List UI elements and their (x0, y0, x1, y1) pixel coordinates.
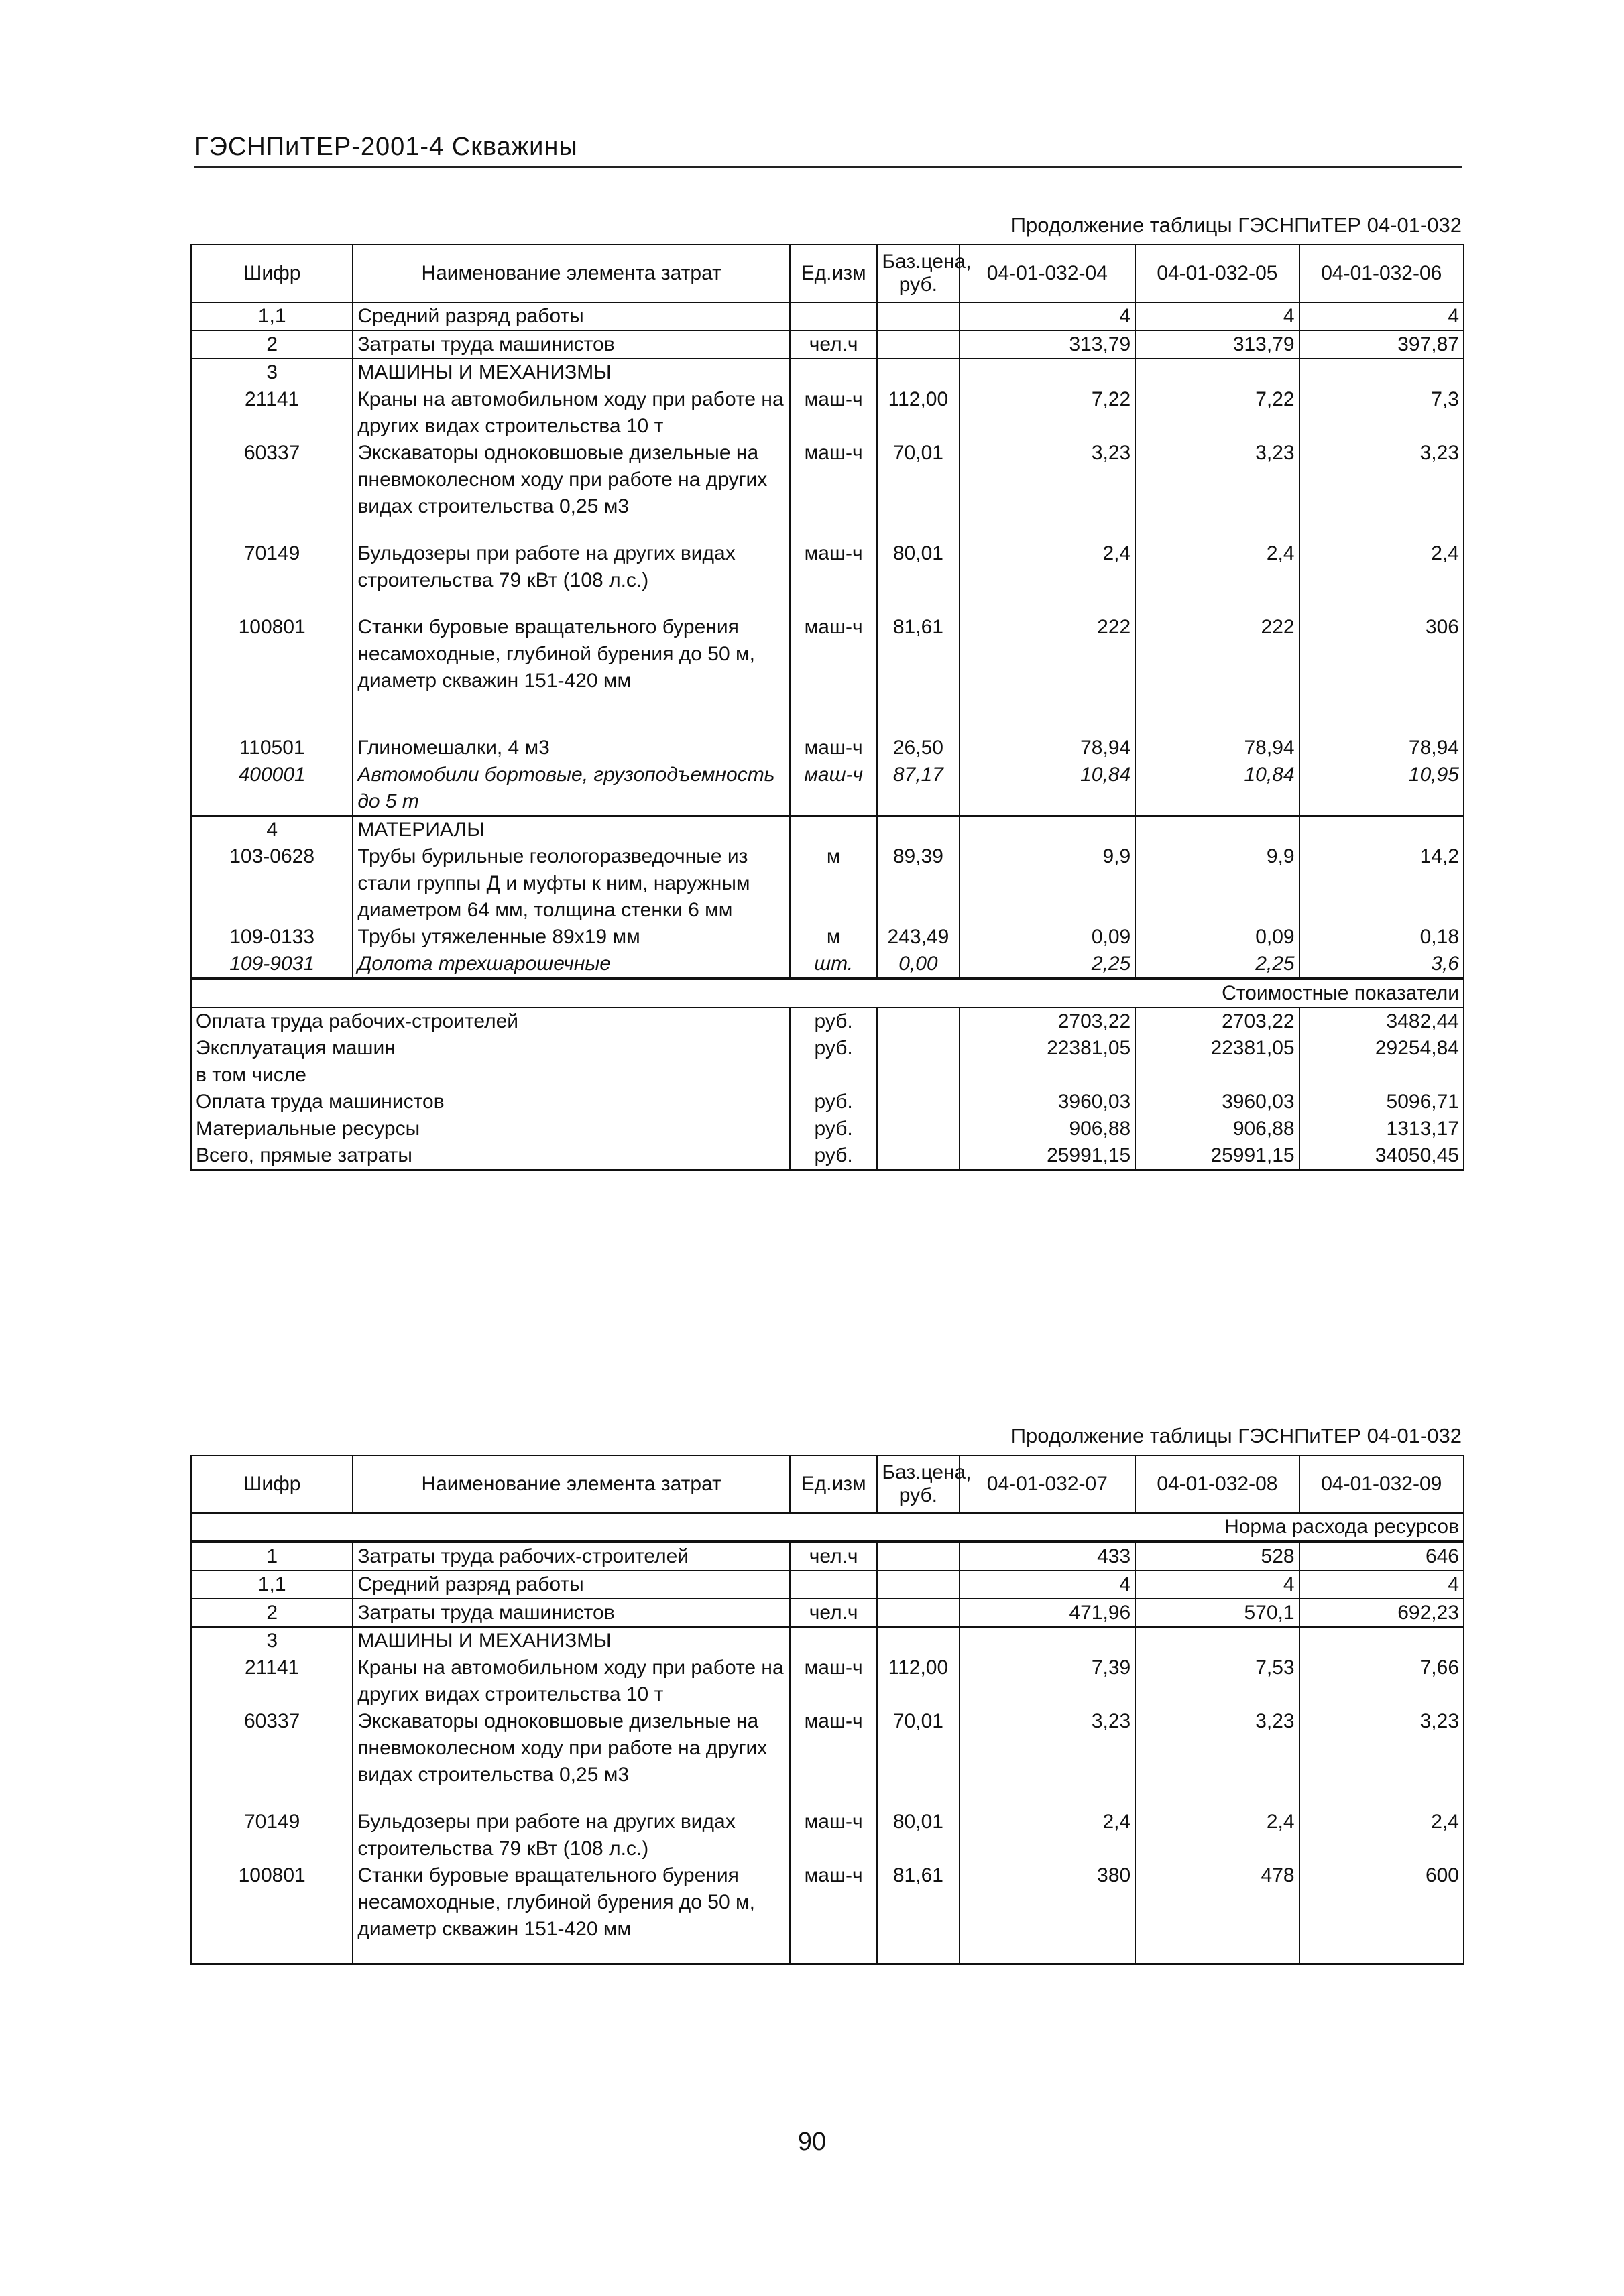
table-row (191, 1599, 1464, 1627)
row-code: 21141 (191, 1654, 353, 1708)
row-code: 60337 (191, 1708, 353, 1789)
row-value: 2,4 (1135, 540, 1299, 594)
row-unit: маш-ч (790, 735, 877, 762)
row-value: 4 (960, 1571, 1136, 1599)
col-code-05: 04-01-032-05 (1135, 245, 1299, 302)
cost-name: Материальные ресурсы (191, 1115, 790, 1142)
row-value: 3,23 (1299, 440, 1464, 520)
col-code-header: Шифр (191, 245, 353, 302)
col-unit-header: Ед.изм (790, 245, 877, 302)
row-name: Средний разряд работы (353, 302, 790, 330)
row-value: 4 (1299, 1571, 1464, 1599)
row-price: 81,61 (877, 1862, 959, 1943)
cost-indicators-label: Стоимостные показатели (191, 979, 1464, 1008)
row-name: Автомобили бортовые, грузоподъемность до 5 т (353, 762, 790, 816)
table-row (191, 924, 1464, 951)
table-row (191, 951, 1464, 979)
cost-header-row (191, 979, 1464, 1008)
row-name: Станки буровые вращательного бурения несамоходные, глубиной бурения до 50 м, диаметр скважин 151-420 мм (353, 614, 790, 694)
row-value: 9,9 (960, 843, 1136, 924)
row-name: Затраты труда машинистов (353, 330, 790, 359)
norm-header-row (191, 1513, 1464, 1542)
row-value: 3,23 (960, 440, 1136, 520)
row-name: Экскаваторы одноковшовые дизельные на пневмоколесном ходу при работе на других видах строительства 0,25 м3 (353, 440, 790, 520)
row-value: 692,23 (1299, 1599, 1464, 1627)
row-code: 2 (191, 1599, 353, 1627)
row-name: Затраты труда машинистов (353, 1599, 790, 1627)
cost-unit: руб. (790, 1035, 877, 1062)
row-value: 471,96 (960, 1599, 1136, 1627)
cost-value: 22381,05 (960, 1035, 1136, 1062)
row-name: Средний разряд работы (353, 1571, 790, 1599)
row-value: 2,25 (1135, 951, 1299, 979)
section-title: МАШИНЫ И МЕХАНИЗМЫ (353, 1627, 790, 1654)
row-value: 306 (1299, 614, 1464, 694)
row-value: 600 (1299, 1862, 1464, 1943)
row-name: Трубы утяжеленные 89х19 мм (353, 924, 790, 951)
row-unit: маш-ч (790, 1654, 877, 1708)
row-value: 313,79 (960, 330, 1136, 359)
row-code: 400001 (191, 762, 353, 816)
row-price (877, 1542, 959, 1571)
row-value: 528 (1135, 1542, 1299, 1571)
row-price: 70,01 (877, 440, 959, 520)
row-code: 109-0133 (191, 924, 353, 951)
row-price: 112,00 (877, 1654, 959, 1708)
col-code-07: 04-01-032-07 (960, 1455, 1136, 1513)
cost-name: Оплата труда машинистов (191, 1089, 790, 1115)
cost-name: Оплата труда рабочих-строителей (191, 1008, 790, 1035)
cost-unit: руб. (790, 1142, 877, 1170)
row-value: 4 (960, 302, 1136, 330)
cost-value: 25991,15 (1135, 1142, 1299, 1170)
row-value: 433 (960, 1542, 1136, 1571)
row-value: 14,2 (1299, 843, 1464, 924)
col-code-06: 04-01-032-06 (1299, 245, 1464, 302)
row-code: 21141 (191, 386, 353, 440)
row-name: Затраты труда рабочих-строителей (353, 1542, 790, 1571)
row-value: 9,9 (1135, 843, 1299, 924)
row-code: 109-9031 (191, 951, 353, 979)
row-code: 70149 (191, 1809, 353, 1862)
row-value: 0,09 (960, 924, 1136, 951)
cost-unit: руб. (790, 1008, 877, 1035)
row-unit: чел.ч (790, 1542, 877, 1571)
row-name: Бульдозеры при работе на других видах строительства 79 кВт (108 л.с.) (353, 1809, 790, 1862)
cost-row (191, 1089, 1464, 1115)
row-code: 1 (191, 1542, 353, 1571)
col-price-header: Баз.цена, руб. (877, 1455, 959, 1513)
row-value: 78,94 (1299, 735, 1464, 762)
row-value: 7,53 (1135, 1654, 1299, 1708)
cost-unit: руб. (790, 1115, 877, 1142)
table-row (191, 302, 1464, 330)
section-code: 3 (191, 1627, 353, 1654)
table2 (190, 1455, 1464, 1965)
table1-caption: Продолжение таблицы ГЭСНПиТЕР 04-01-032 (1010, 213, 1462, 237)
row-name: Бульдозеры при работе на других видах строительства 79 кВт (108 л.с.) (353, 540, 790, 594)
table-row (191, 386, 1464, 440)
row-code: 60337 (191, 440, 353, 520)
cost-value: 1313,17 (1299, 1115, 1464, 1142)
row-name: Станки буровые вращательного бурения несамоходные, глубиной бурения до 50 м, диаметр скважин 151-420 мм (353, 1862, 790, 1943)
cost-value: 5096,71 (1299, 1089, 1464, 1115)
row-value: 3,23 (1299, 1708, 1464, 1789)
cost-value: 2703,22 (960, 1008, 1136, 1035)
row-value: 10,95 (1299, 762, 1464, 816)
table-row (191, 1809, 1464, 1862)
row-name: Краны на автомобильном ходу при работе на других видах строительства 10 т (353, 386, 790, 440)
row-value: 3,23 (1135, 1708, 1299, 1789)
row-code: 103-0628 (191, 843, 353, 924)
row-value: 2,4 (1135, 1809, 1299, 1862)
table-row (191, 1654, 1464, 1708)
table-row (191, 540, 1464, 594)
row-unit: маш-ч (790, 1708, 877, 1789)
cost-row (191, 1062, 1464, 1089)
cost-row (191, 1035, 1464, 1062)
row-value: 397,87 (1299, 330, 1464, 359)
cost-value: 3960,03 (1135, 1089, 1299, 1115)
row-unit: чел.ч (790, 330, 877, 359)
row-price: 0,00 (877, 951, 959, 979)
norm-label: Норма расхода ресурсов (191, 1513, 1464, 1542)
row-name: Глиномешалки, 4 м3 (353, 735, 790, 762)
section-row (191, 816, 1464, 843)
cost-value: 25991,15 (960, 1142, 1136, 1170)
row-unit (790, 1571, 877, 1599)
table-row (191, 440, 1464, 520)
section-row (191, 1627, 1464, 1654)
row-value: 2,4 (1299, 1809, 1464, 1862)
cost-name: в том числе (191, 1062, 790, 1089)
cost-row (191, 1115, 1464, 1142)
row-price: 87,17 (877, 762, 959, 816)
table-row (191, 762, 1464, 816)
row-price: 26,50 (877, 735, 959, 762)
cost-name: Эксплуатация машин (191, 1035, 790, 1062)
row-value: 7,22 (960, 386, 1136, 440)
cost-unit: руб. (790, 1089, 877, 1115)
row-price: 89,39 (877, 843, 959, 924)
row-price (877, 302, 959, 330)
table-row (191, 1571, 1464, 1599)
table-row (191, 1862, 1464, 1943)
cost-value: 3960,03 (960, 1089, 1136, 1115)
row-price (877, 1599, 959, 1627)
row-value: 78,94 (1135, 735, 1299, 762)
section-row (191, 359, 1464, 386)
row-code: 100801 (191, 614, 353, 694)
row-value: 4 (1299, 302, 1464, 330)
row-name: Долота трехшарошечные (353, 951, 790, 979)
row-unit: маш-ч (790, 1862, 877, 1943)
row-value: 2,25 (960, 951, 1136, 979)
table-row (191, 843, 1464, 924)
col-code-header: Шифр (191, 1455, 353, 1513)
row-value: 4 (1135, 302, 1299, 330)
cost-name: Всего, прямые затраты (191, 1142, 790, 1170)
row-unit: маш-ч (790, 386, 877, 440)
section-code: 4 (191, 816, 353, 843)
cost-value: 22381,05 (1135, 1035, 1299, 1062)
row-unit: маш-ч (790, 762, 877, 816)
row-unit: маш-ч (790, 1809, 877, 1862)
row-value: 7,3 (1299, 386, 1464, 440)
row-value: 222 (960, 614, 1136, 694)
row-value: 380 (960, 1862, 1136, 1943)
cost-value: 29254,84 (1299, 1035, 1464, 1062)
row-name: Краны на автомобильном ходу при работе на других видах строительства 10 т (353, 1654, 790, 1708)
row-code: 1,1 (191, 1571, 353, 1599)
row-unit: маш-ч (790, 540, 877, 594)
row-value: 478 (1135, 1862, 1299, 1943)
row-value: 4 (1135, 1571, 1299, 1599)
row-unit: шт. (790, 951, 877, 979)
row-unit: чел.ч (790, 1599, 877, 1627)
cost-value: 906,88 (1135, 1115, 1299, 1142)
col-price-header: Баз.цена, руб. (877, 245, 959, 302)
row-unit: м (790, 924, 877, 951)
page-number: 90 (797, 2128, 827, 2156)
row-price (877, 1571, 959, 1599)
row-value: 78,94 (960, 735, 1136, 762)
row-unit: маш-ч (790, 440, 877, 520)
row-value: 10,84 (1135, 762, 1299, 816)
row-code: 100801 (191, 1862, 353, 1943)
row-price (877, 330, 959, 359)
section-title: МАТЕРИАЛЫ (353, 816, 790, 843)
cost-row (191, 1008, 1464, 1035)
row-value: 2,4 (960, 540, 1136, 594)
row-unit (790, 302, 877, 330)
row-value: 7,66 (1299, 1654, 1464, 1708)
table-row (191, 1542, 1464, 1571)
cost-value: 906,88 (960, 1115, 1136, 1142)
row-price: 112,00 (877, 386, 959, 440)
row-value: 7,22 (1135, 386, 1299, 440)
page-header: ГЭСНПиТЕР-2001-4 Скважины (194, 133, 1462, 168)
cost-value: 2703,22 (1135, 1008, 1299, 1035)
row-price: 80,01 (877, 1809, 959, 1862)
row-name: Экскаваторы одноковшовые дизельные на пневмоколесном ходу при работе на других видах строительства 0,25 м3 (353, 1708, 790, 1789)
row-value: 222 (1135, 614, 1299, 694)
row-code: 1,1 (191, 302, 353, 330)
col-code-08: 04-01-032-08 (1135, 1455, 1299, 1513)
table-row (191, 330, 1464, 359)
row-value: 10,84 (960, 762, 1136, 816)
row-name: Трубы бурильные геологоразведочные из стали группы Д и муфты к ним, наружным диаметром 64 мм, толщина стенки 6 мм (353, 843, 790, 924)
table-row (191, 614, 1464, 694)
row-code: 2 (191, 330, 353, 359)
row-value: 0,09 (1135, 924, 1299, 951)
table1 (190, 244, 1464, 1171)
cost-value: 3482,44 (1299, 1008, 1464, 1035)
cost-value: 34050,45 (1299, 1142, 1464, 1170)
row-price: 80,01 (877, 540, 959, 594)
row-value: 0,18 (1299, 924, 1464, 951)
table2-caption: Продолжение таблицы ГЭСНПиТЕР 04-01-032 (1010, 1424, 1462, 1447)
row-code: 70149 (191, 540, 353, 594)
row-value: 2,4 (1299, 540, 1464, 594)
col-name-header: Наименование элемента затрат (353, 245, 790, 302)
col-code-09: 04-01-032-09 (1299, 1455, 1464, 1513)
section-title: МАШИНЫ И МЕХАНИЗМЫ (353, 359, 790, 386)
row-code: 110501 (191, 735, 353, 762)
row-unit: маш-ч (790, 614, 877, 694)
row-value: 313,79 (1135, 330, 1299, 359)
col-name-header: Наименование элемента затрат (353, 1455, 790, 1513)
row-value: 3,23 (960, 1708, 1136, 1789)
col-code-04: 04-01-032-04 (960, 245, 1136, 302)
row-unit: м (790, 843, 877, 924)
row-price: 70,01 (877, 1708, 959, 1789)
row-value: 570,1 (1135, 1599, 1299, 1627)
row-value: 2,4 (960, 1809, 1136, 1862)
cost-row (191, 1142, 1464, 1170)
row-price: 81,61 (877, 614, 959, 694)
col-unit-header: Ед.изм (790, 1455, 877, 1513)
table-row (191, 1708, 1464, 1789)
table-row (191, 735, 1464, 762)
row-value: 7,39 (960, 1654, 1136, 1708)
section-code: 3 (191, 359, 353, 386)
row-price: 243,49 (877, 924, 959, 951)
row-value: 646 (1299, 1542, 1464, 1571)
row-value: 3,23 (1135, 440, 1299, 520)
row-value: 3,6 (1299, 951, 1464, 979)
